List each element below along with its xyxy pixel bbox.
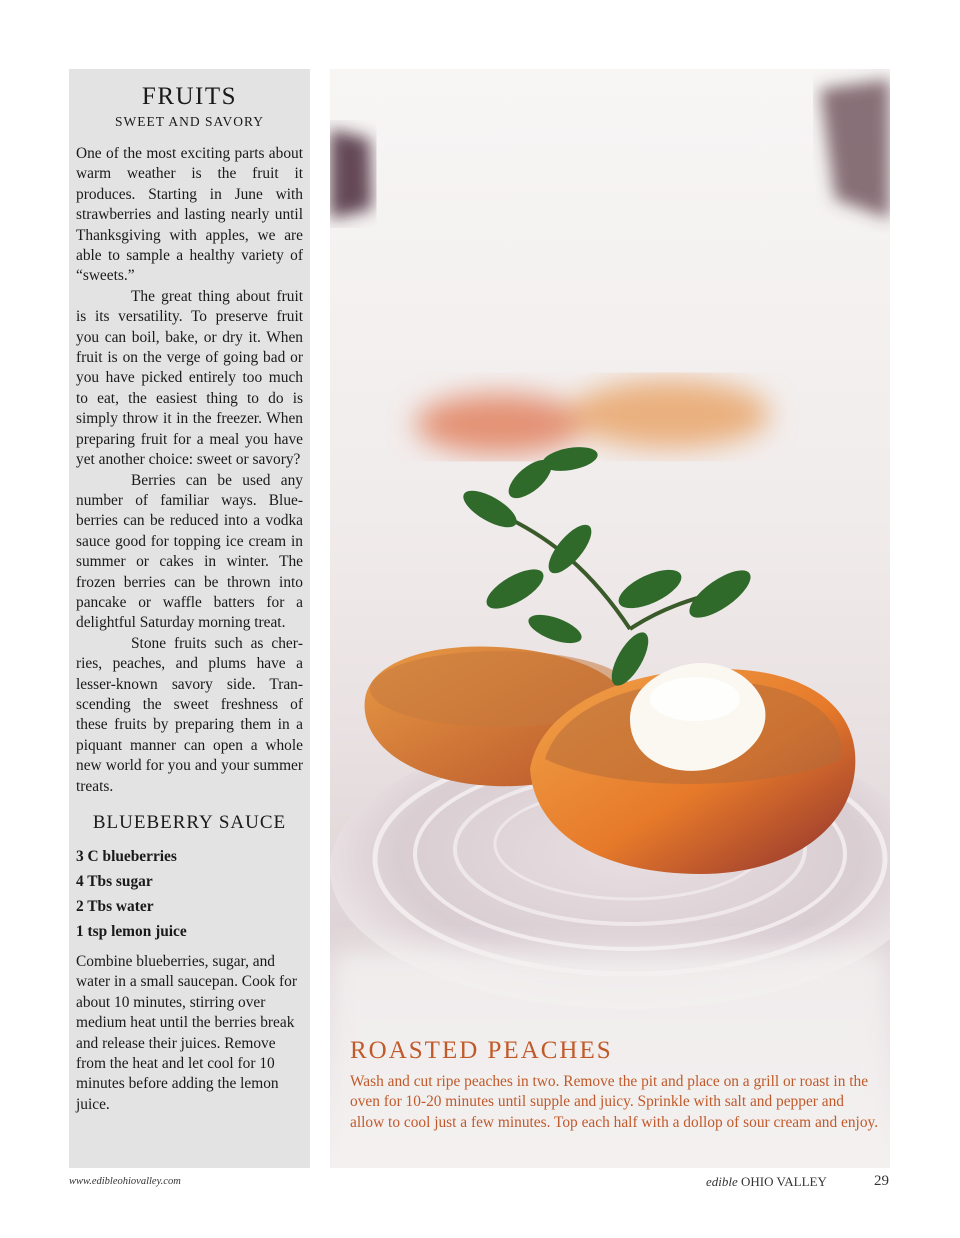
ingredient-item: 2 Tbs water (76, 898, 154, 915)
ingredient-list (76, 844, 303, 944)
article-body (76, 144, 303, 797)
brand-edible: edible (706, 1174, 738, 1189)
paragraph: Berries can be used any number of familiar ways. Blueberries can be reduced into a vodka sauce good for topping ice cream in summer or cakes in winter. The frozen berries can be thrown into pancake or waffle batters for a delightful Saturday morning treat. (76, 471, 303, 632)
footer-url: www.edibleohiovalley.com (69, 1176, 181, 1187)
peach-photo (330, 69, 890, 1168)
wine-glass-right (820, 79, 890, 219)
footer-brand (706, 1174, 827, 1190)
ingredient-item: 3 C blueberries (76, 848, 177, 865)
photo-caption (350, 1036, 880, 1133)
section-subtitle: SWEET AND SAVORY (114, 114, 265, 129)
caption-title: ROASTED PEACHES (350, 1037, 613, 1064)
paragraph: The great thing about fruit is its versatility. To preserve fruit you can boil, bake, or dry it. When fruit is on the verge of going bad or you have picked entirely too much to eat, the easiest thing to do is simply throw it in the freezer. When preparing fruit for a meal you have yet another choice: sweet or savory? (76, 287, 303, 469)
page-number: 29 (874, 1173, 889, 1189)
ingredient-item: 1 tsp lemon juice (76, 923, 187, 940)
recipe-title: BLUEBERRY SAUCE (92, 812, 287, 833)
wine-glass-left (330, 129, 372, 219)
ingredient-item: 4 Tbs sugar (76, 873, 153, 890)
paragraph: One of the most exciting parts about warm weather is the fruit it produces. Starting in June with strawberries and lasting nearly until Thanksgiving with apples, we are able to sample a healthy variety of “sweets.” (76, 145, 303, 285)
paragraph: Stone fruits such as cherries, peaches, and plums have a lesser-known savory side. Transcending the sweet freshness of these fruits by preparing them in a piquant manner can open a whole new world for you and your summer treats. (76, 634, 303, 795)
brand-name: OHIO VALLEY (741, 1174, 827, 1189)
caption-text: Wash and cut ripe peaches in two. Remove the pit and place on a grill or roast in the oven for 10-20 minutes until supple and juicy. Sprinkle with salt and pepper and allow to cool just a few minutes. Top each half with a dollop of sour cream and enjoy. (350, 1073, 879, 1131)
peach-illustration (330, 69, 890, 1168)
sidebar (69, 69, 310, 1168)
section-title: FRUITS (141, 83, 238, 110)
recipe-instructions: Combine blueberries, sugar, and water in a small saucepan. Cook for about 10 minutes, stirring over medium heat until the berries break and release their juices. Remove from the heat and let cool for 10 minutes before adding the lemon juice. (76, 953, 297, 1113)
